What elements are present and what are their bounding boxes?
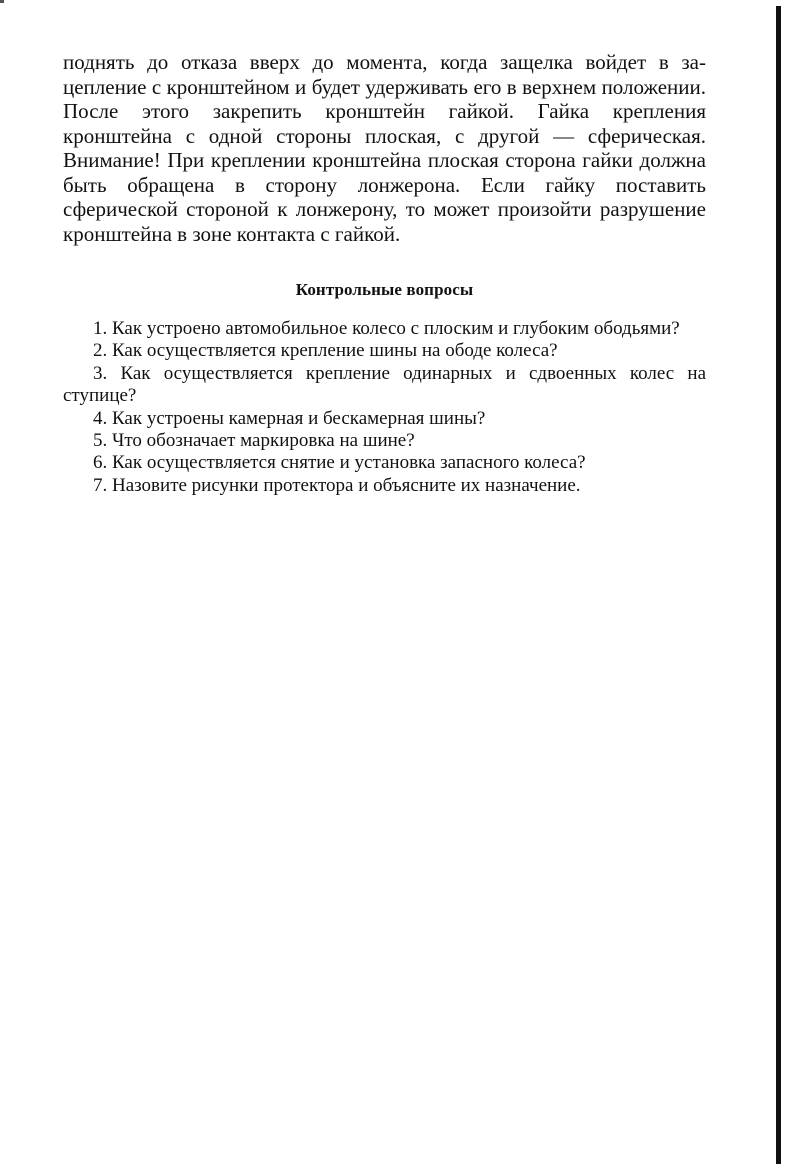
question-item	[63, 408, 706, 430]
question-item	[63, 363, 706, 408]
question-number: 4.	[93, 407, 108, 429]
page-edge-rule	[776, 6, 781, 1164]
question-item	[63, 430, 706, 452]
question-number: 3.	[93, 362, 108, 384]
question-text: Как устроено автомобильное колесо с плоским и глубоким ободьями?	[112, 318, 680, 339]
page-content	[63, 50, 706, 497]
body-paragraph: поднять до отказа вверх до момента, когда защелка войдет в зацепление с кронштейном и будет удерживать его в верхнем положении. После этого закрепить кронштейн гайкой. Гайка крепления кронштейна с одной стороны плоская, с другой — сферическая. Внимание! При креплении кронштейна плоская сторона гайки должна быть обращена в сторону лонжерона. Если гайку поставить сферической стороной к лонжерону, то может произойти разрушение кронштейна в зоне контакта с гайкой.	[63, 50, 706, 246]
question-text: Как осуществляется снятие и установка запасного колеса?	[112, 452, 586, 474]
question-text: Как осуществляется крепление одинарных и сдвоенных колес на ступице?	[63, 362, 706, 407]
question-item	[63, 475, 706, 497]
question-text: Назовите рисунки протектора и объясните их назначение.	[112, 474, 581, 496]
question-item	[63, 452, 706, 474]
question-text: Что обозначает маркировка на шине?	[112, 430, 415, 452]
question-number: 7.	[93, 474, 108, 496]
questions-list	[63, 318, 706, 497]
question-text: Как осуществляется крепление шины на ободе колеса?	[112, 340, 558, 362]
question-number: 6.	[93, 452, 108, 474]
question-item	[63, 318, 706, 340]
question-text: Как устроены камерная и бескамерная шины?	[112, 407, 486, 429]
question-item	[63, 340, 706, 362]
scan-corner-mark	[0, 0, 4, 3]
question-number: 1.	[93, 318, 108, 339]
question-number: 2.	[93, 340, 108, 362]
question-number: 5.	[93, 430, 108, 452]
section-heading: Контрольные вопросы	[295, 280, 474, 299]
